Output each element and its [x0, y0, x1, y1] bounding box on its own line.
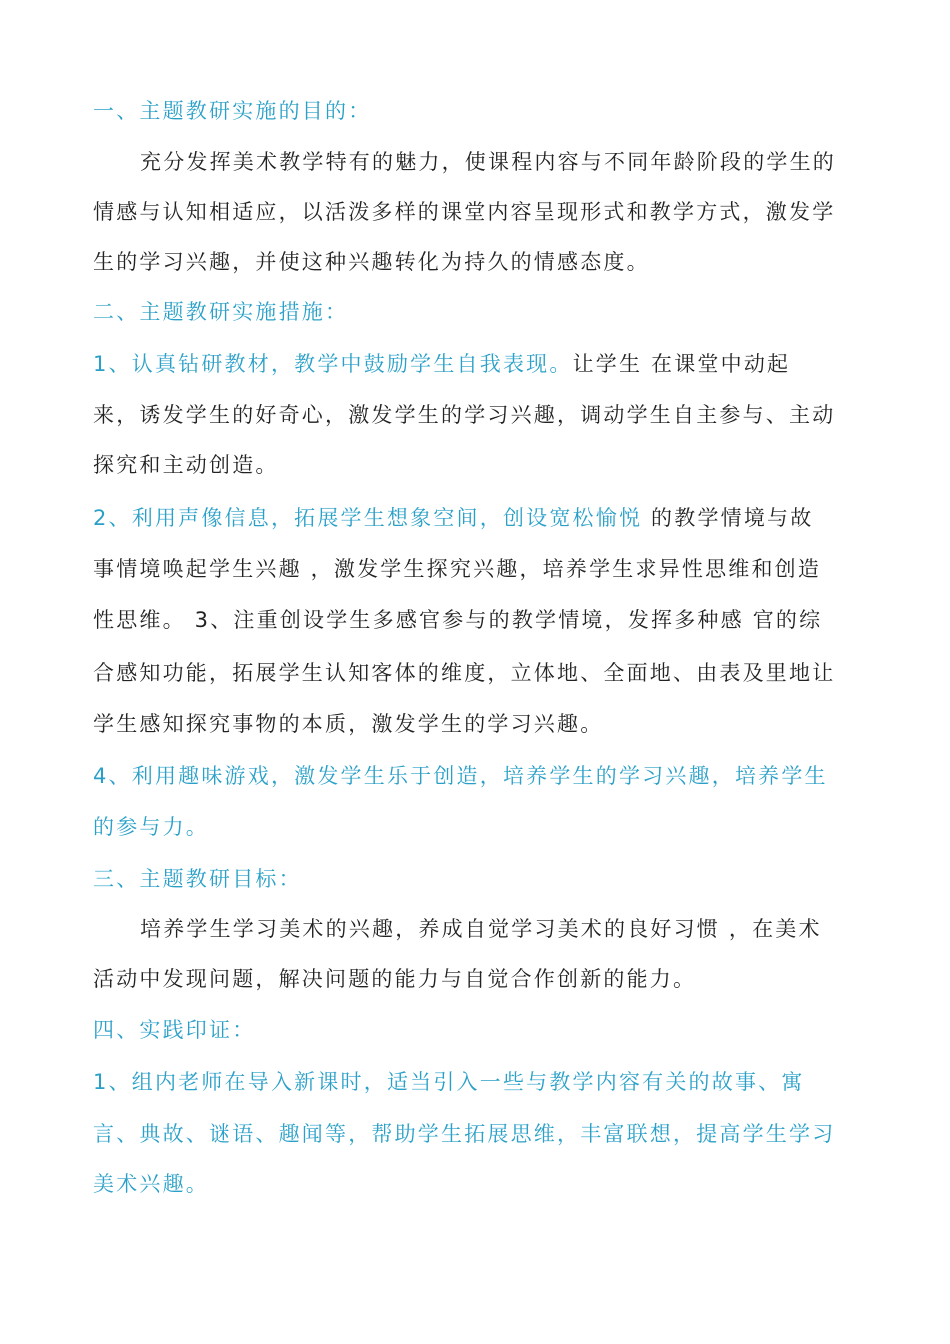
- text-run: 二、主题教研实施措施：: [93, 300, 349, 324]
- paragraph-line: [93, 247, 873, 277]
- list-item-2-line: [93, 503, 873, 533]
- practice-item-1-line: [93, 1067, 873, 1097]
- highlighted-text-run: 的参与力。: [93, 815, 209, 839]
- text-run: 学生感知探究事物的本质，激发学生的学习兴趣。: [93, 712, 604, 736]
- text-run: 活动中发现问题，解决问题的能力与自觉合作创新的能力。: [93, 967, 697, 991]
- text-run: 情感与认知相适应，以活泼多样的课堂内容呈现形式和教学方式，激发学: [93, 200, 836, 224]
- highlighted-text-run: 2、利用声像信息，拓展学生想象空间，创设宽松愉悦: [93, 506, 643, 530]
- section-heading-1: [93, 96, 873, 126]
- highlighted-text-run: 言、典故、谜语、趣闻等，帮助学生拓展思维，丰富联想，提高学生学习: [93, 1122, 836, 1146]
- text-run: 合感知功能，拓展学生认知客体的维度，立体地、全面地、由表及里地让: [93, 661, 836, 685]
- text-run: 生的学习兴趣，并使这种兴趣转化为持久的情感态度。: [93, 250, 650, 274]
- list-item-4-line: [93, 761, 873, 791]
- text-run: 事情境唤起学生兴趣 ，激发学生探究兴趣，培养学生求异性思维和创造: [93, 557, 822, 581]
- highlighted-text-run: 美术兴趣。: [93, 1172, 209, 1196]
- section-heading-3: [93, 864, 873, 894]
- text-run: 让学生 在课堂中动起: [572, 352, 791, 376]
- text-run: 四、实践印证：: [93, 1018, 256, 1042]
- text-run: 三、主题教研目标：: [93, 867, 302, 891]
- text-run: 的教学情境与故: [642, 506, 814, 530]
- text-run: 充分发挥美术教学特有的魅力，使课程内容与不同年龄阶段的学生的: [140, 150, 836, 174]
- text-run: 性思维。 3、注重创设学生多感官参与的教学情境，发挥多种感 官的综: [93, 608, 823, 632]
- highlighted-text-run: 4、利用趣味游戏，激发学生乐于创造，培养学生的学习兴趣，培养学生: [93, 764, 828, 788]
- paragraph-line: [93, 400, 873, 430]
- paragraph-line: [93, 658, 873, 688]
- paragraph-line: [93, 197, 873, 227]
- text-run: 探究和主动创造。: [93, 453, 279, 477]
- section-heading-2: [93, 297, 873, 327]
- text-run: 培养学生学习美术的兴趣，养成自觉学习美术的良好习惯 ，在美术: [140, 917, 822, 941]
- text-run: 一、主题教研实施的目的：: [93, 99, 372, 123]
- text-run: 来，诱发学生的好奇心，激发学生的学习兴趣，调动学生自主参与、主动: [93, 403, 836, 427]
- practice-item-1-line: [93, 1169, 873, 1199]
- paragraph-line: [140, 147, 880, 177]
- paragraph-line: [93, 605, 873, 635]
- paragraph-line: [93, 709, 873, 739]
- list-item-1-line: [93, 349, 873, 379]
- paragraph-line: [93, 964, 873, 994]
- practice-item-1-line: [93, 1119, 873, 1149]
- paragraph-line: [140, 914, 880, 944]
- highlighted-text-run: 1、认真钻研教材，教学中鼓励学生自我表现。: [93, 352, 573, 376]
- paragraph-line: [93, 554, 873, 584]
- highlighted-text-run: 1、组内老师在导入新课时，适当引入一些与教学内容有关的故事、寓: [93, 1070, 805, 1094]
- section-heading-4: [93, 1015, 873, 1045]
- list-item-4-line: [93, 812, 873, 842]
- paragraph-line: [93, 450, 873, 480]
